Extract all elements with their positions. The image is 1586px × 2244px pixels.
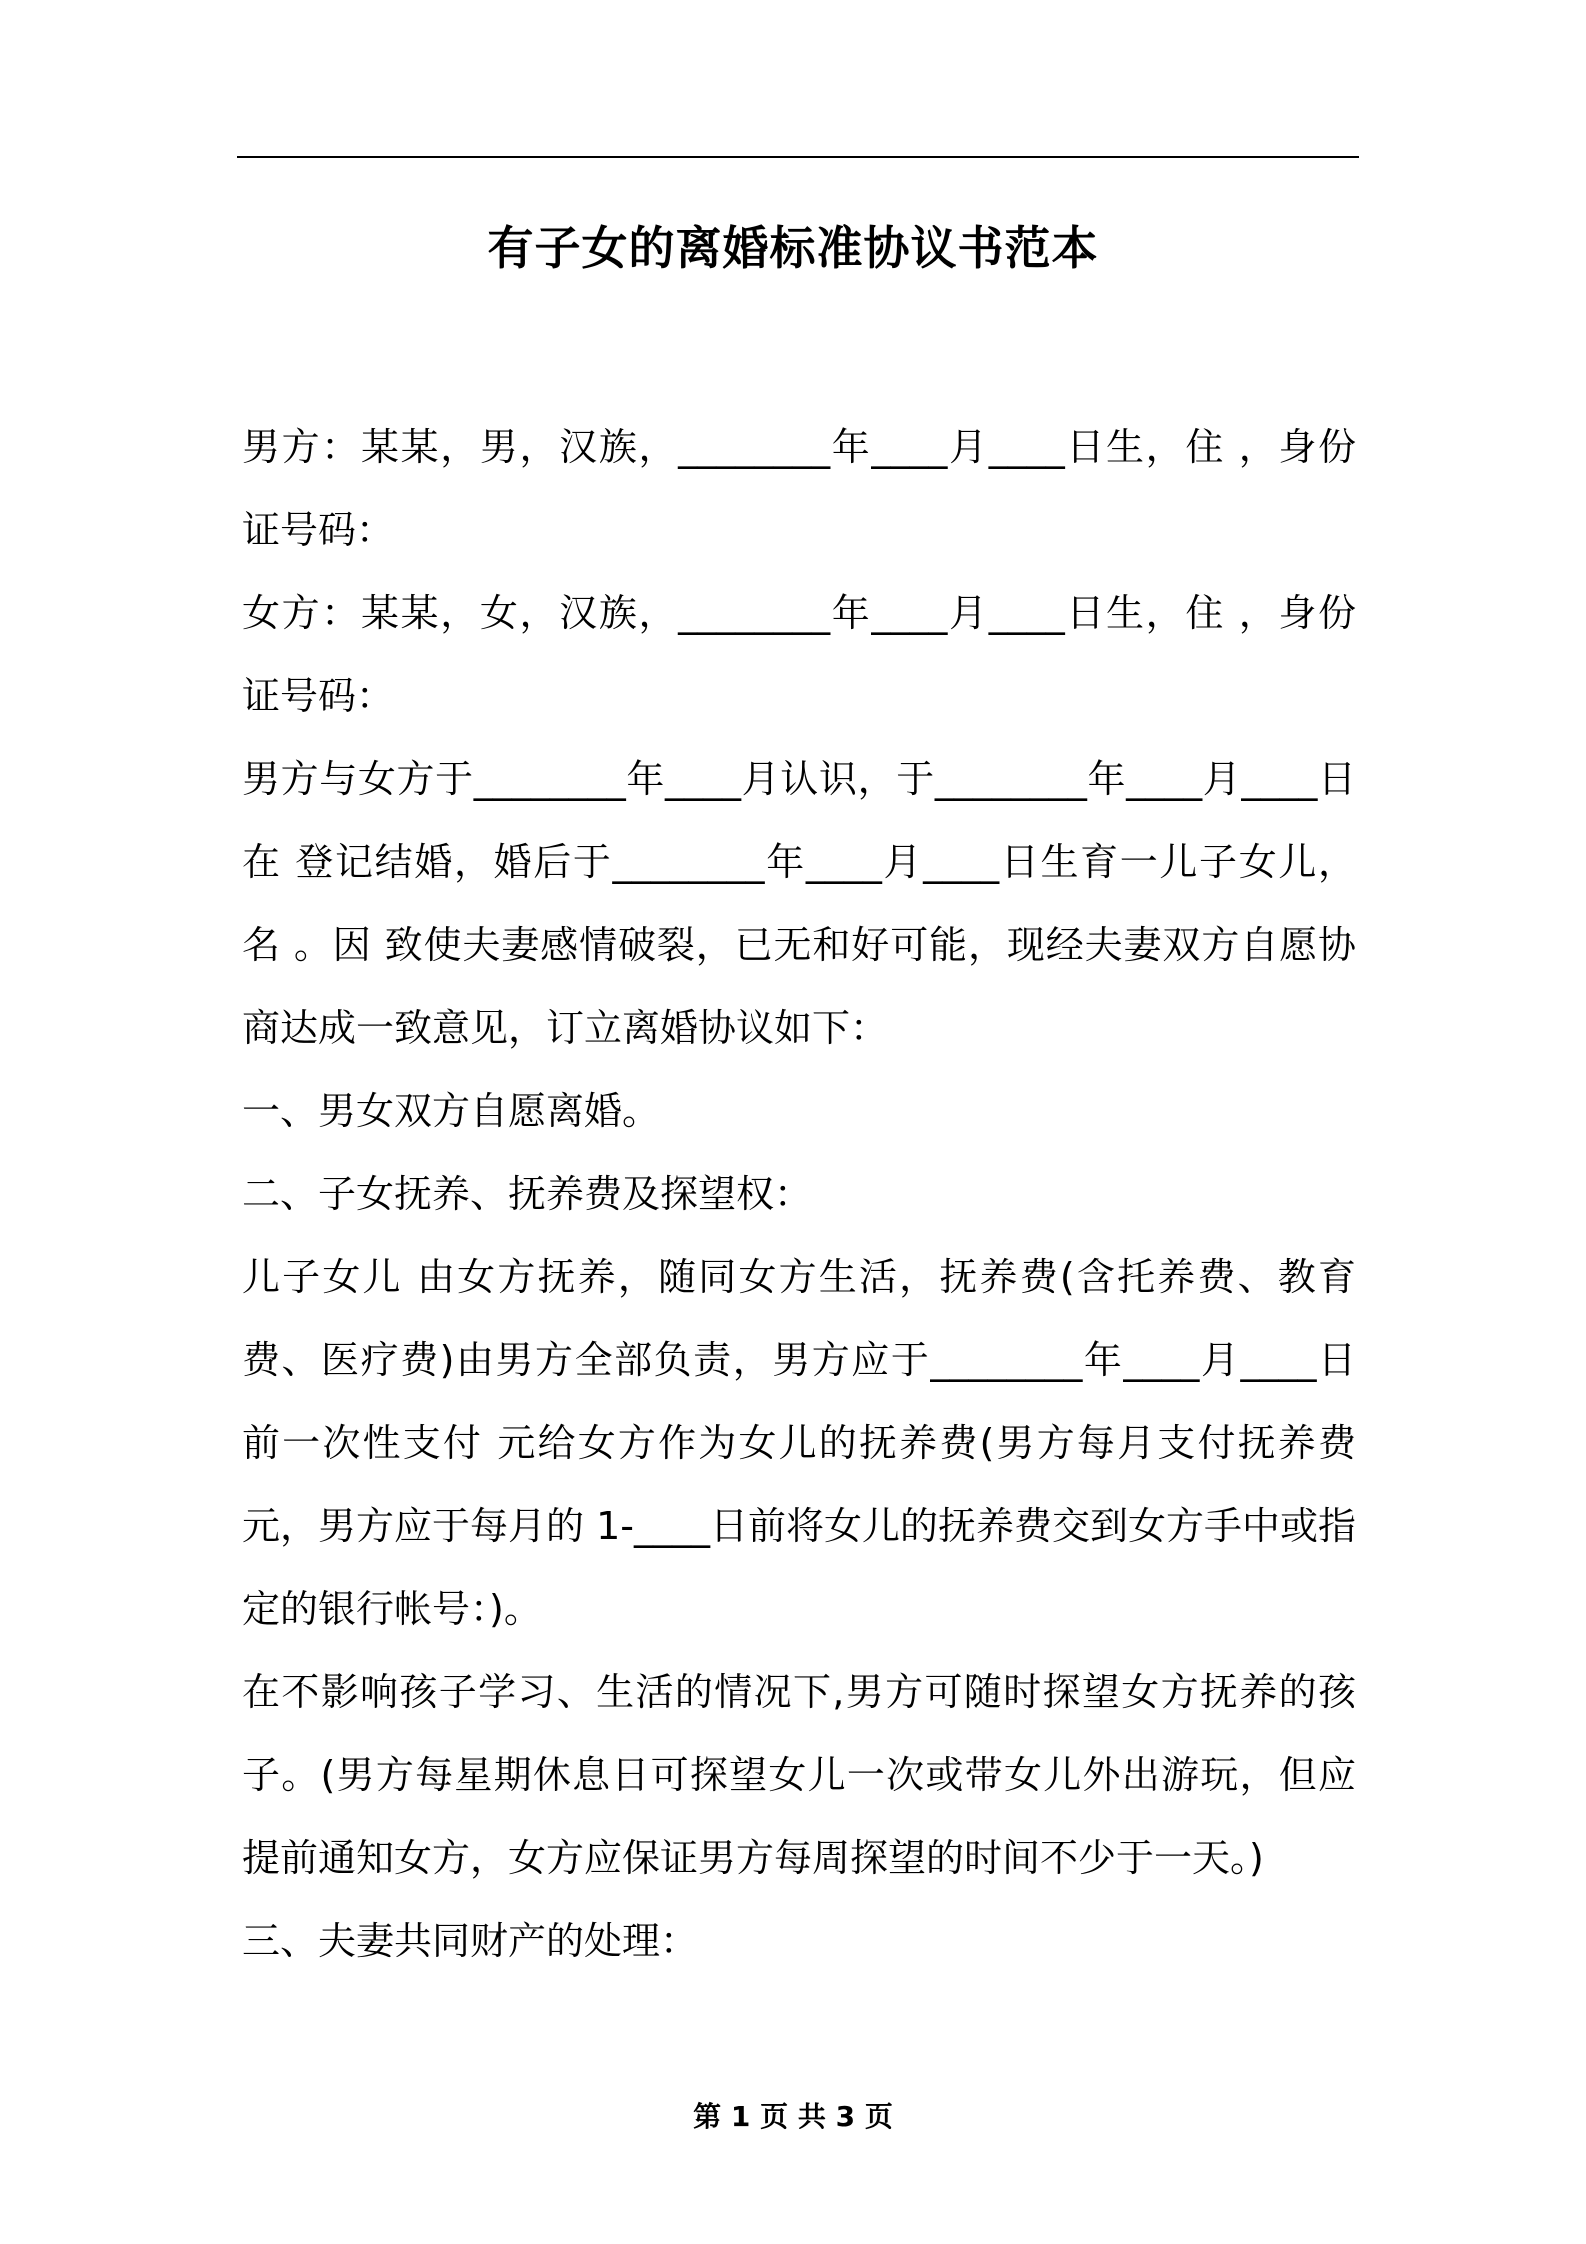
document-body <box>242 406 1356 1983</box>
paragraph-male-party: 男方：某某，男，汉族，________年____月____日生，住 ，身份证号码： <box>242 425 1356 552</box>
clause-2-heading: 二、子女抚养、抚养费及探望权： <box>242 1172 813 1216</box>
clause-3-heading: 三、夫妻共同财产的处理： <box>242 1919 699 1963</box>
page-footer: 第 1 页 共 3 页 <box>693 2100 893 2133</box>
paragraph-child-support: 儿子女儿 由女方抚养，随同女方生活，抚养费(含托养费、教育费、医疗费)由男方全部负责，男方应于________年____月____日前一次性支付 元给女方作为女儿的抚养费(男方每月支付抚养费 元，男方应于每月的 1-____日前将女儿的抚养费交到女方手中或指定的银行帐号：)。 <box>242 1255 1356 1631</box>
header-rule <box>237 156 1359 158</box>
clause-1-divorce: 一、男女双方自愿离婚。 <box>242 1089 661 1133</box>
document-title: 有子女的离婚标准协议书范本 <box>487 221 1099 275</box>
paragraph-female-party: 女方：某某，女，汉族，________年____月____日生，住 ，身份证号码： <box>242 591 1356 718</box>
paragraph-marriage-history: 男方与女方于________年____月认识，于________年____月____日在 登记结婚，婚后于________年____月____日生育一儿子女儿，名 。因 致使夫妻感情破裂，已无和好可能，现经夫妻双方自愿协商达成一致意见，订立离婚协议如下： <box>242 757 1356 1050</box>
paragraph-visitation: 在不影响孩子学习、生活的情况下,男方可随时探望女方抚养的孩子。(男方每星期休息日可探望女儿一次或带女儿外出游玩，但应提前通知女方，女方应保证男方每周探望的时间不少于一天。) <box>242 1670 1356 1880</box>
